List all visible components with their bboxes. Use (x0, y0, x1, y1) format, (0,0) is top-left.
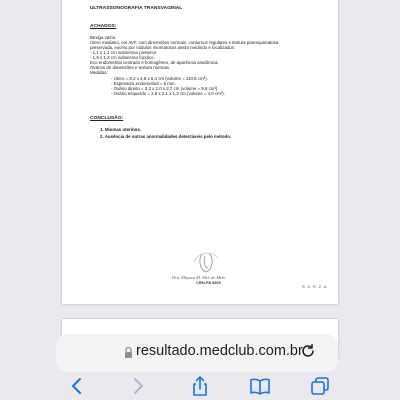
conclusion-item: 1. Miomas uterinos. (100, 127, 141, 132)
findings-line: - 1,1 x 1,1 cm subseroso posterior (90, 50, 157, 55)
back-icon[interactable] (66, 376, 88, 396)
bookmarks-icon[interactable] (249, 376, 271, 396)
url-text[interactable]: resultado.medclub.com.br (136, 343, 303, 359)
findings-line: Bexiga vazia. (90, 35, 117, 40)
findings-heading: ACHADOS: (90, 24, 117, 29)
lock-icon (124, 346, 133, 359)
share-icon[interactable] (189, 376, 211, 396)
findings-line: Medidas: (90, 70, 108, 75)
forward-icon[interactable] (127, 376, 149, 396)
measure-line: - Ovário esquerdo = 2,8 x 2,1 x 1,3 cm (volume = 4,0 cm³). (111, 91, 225, 96)
findings-line: - 1,8 x 1,3 cm subseroso fúndico. (90, 55, 155, 60)
reload-icon[interactable] (300, 343, 316, 359)
measure-line: - Espessura endometrial = 6 mm. (111, 81, 176, 86)
tabs-icon[interactable] (309, 376, 331, 396)
findings-line: Ovários de dimensões e textura normais. (90, 65, 171, 70)
findings-line: preservada, exceto por nódulos miomatosos assim medindo e localizados: (90, 45, 235, 50)
footer-code: R A R Z A (302, 285, 328, 289)
signature-crm: CRM-PB 8809 (196, 281, 221, 285)
conclusion-heading: CONCLUSÃO: (90, 116, 124, 121)
findings-line: Útero mediano, em AVF, com dimensões normais, contornos regulares e textura parenquimatosa (90, 40, 279, 45)
report-title: ULTRASSONOGRAFIA TRANSVAGINAL (90, 6, 183, 11)
measure-line: - Ovário direito = 3,3 x 2,0 x 2,7 cm (volume = 9,6 cm³). (111, 86, 219, 91)
document-page (62, 0, 338, 304)
signature-name: Dra. Mayara M. Mel. de Melo (172, 275, 226, 280)
conclusion-item: 2. Ausência de outras anormalidades detectáveis pelo método. (100, 134, 232, 139)
measure-line: - Útero = 8,2 x 4,8 x 5,4 cm (volume = 110,5 cm³). (111, 76, 208, 81)
findings-line: Eco endometrial centrado e homogêneo, de aparência anatômica. (90, 60, 219, 65)
